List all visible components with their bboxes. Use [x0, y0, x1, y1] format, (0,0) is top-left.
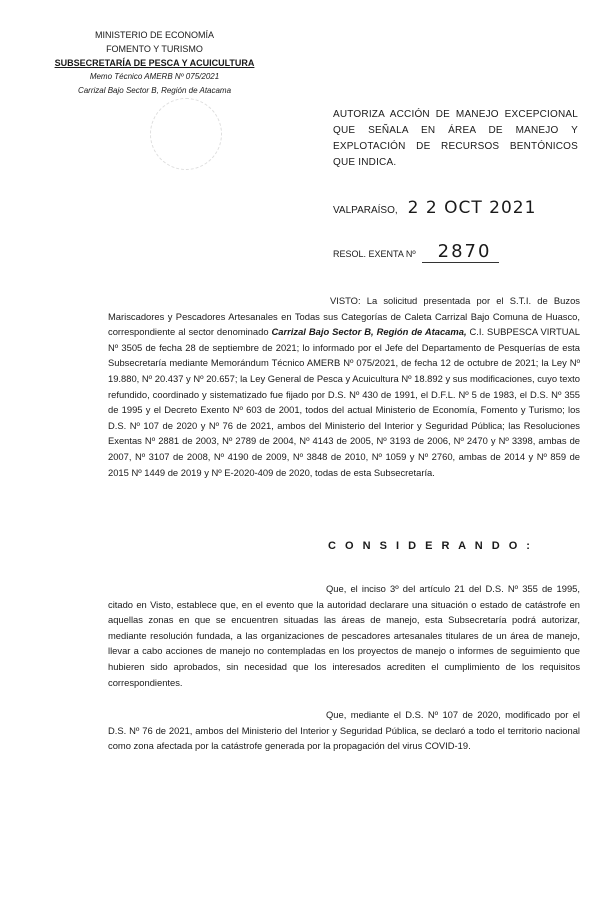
- visto-text-part-2: C.I. SUBPESCA VIRTUAL Nº 3505 de fecha 28 de septiembre de 2021; lo informado por el Jefe del Departamento de Pesquerías de esta Subsecretaría mediante Memorándum Técnico AMERB Nº 075/2021, de fecha 12 de octubre de 2021; la Ley Nº 19.880, Nº 20.437 y Nº 20.657; la Ley General de Pesca y Acuicultura Nº 18.892 y sus modificaciones, cuyo texto refundido, coordinado y sistematizado fue fijado por D.S. Nº 430 de 1991, el D.F.L. Nº 5 de 1983, el D.S. Nº 355 de 1995 y el Decreto Exento Nº 603 de 2001, todos del actual Ministerio de Economía, Fomento y Turismo; los D.S. Nº 107 de 2020 y Nº 76 de 2021, ambos del Ministerio del Interior y Seguridad Pública; las Resoluciones Exentas Nº 2881 de 2003, Nº 2789 de 2004, Nº 4143 de 2005, Nº 3193 de 2006, Nº 2470 y Nº 3398, ambas de 2007, Nº 3107 de 2008, Nº 4190 de 2009, Nº 3848 de 2010, Nº 1059 y Nº 2760, ambas de 2014 y Nº 859 de 2015 Nº 1449 de 2019 y Nº E-2020-409 de 2020, todas de esta Subsecretaría.: [108, 326, 580, 478]
- stamped-date: 2 2 OCT 2021: [407, 198, 537, 218]
- sector-reference: Carrizal Bajo Sector B, Región de Atacama: [77, 86, 232, 95]
- visto-sector-name: Carrizal Bajo Sector B, Región de Atacama,: [271, 326, 467, 338]
- resolution-number-line: [333, 241, 499, 263]
- resolution-number: 2870: [422, 241, 500, 263]
- place-and-date: [333, 198, 536, 218]
- faded-stamp: [150, 98, 222, 170]
- letterhead: [52, 28, 257, 98]
- memo-reference: Memo Técnico AMERB Nº 075/2021: [89, 72, 220, 81]
- considerando-text-2: Que, mediante el D.S. Nº 107 de 2020, modificado por el D.S. Nº 76 de 2021, ambos del Ministerio del Interior y Seguridad Pública, se declaró a todo el territorio nacional como zona afectada por la catástrofe generada por la propagación del virus COVID-19.: [108, 709, 580, 752]
- resolution-label: RESOL. EXENTA Nº: [333, 249, 416, 259]
- visto-text-part-1: VISTO: La solicitud presentada por el S.T.I. de Buzos Mariscadores y Pescadores Artesanales en Todas sus Categorías de Caleta Carrizal Bajo Comuna de Huasco, correspondiente al sector denominado: [108, 295, 580, 338]
- considerando-paragraph-1: [108, 581, 580, 690]
- visto-paragraph: [108, 293, 580, 480]
- undersecretary-name: SUBSECRETARÍA DE PESCA Y ACUICULTURA: [54, 58, 255, 68]
- place: VALPARAÍSO,: [333, 205, 398, 216]
- ministry-line-2: FOMENTO Y TURISMO: [106, 44, 203, 54]
- ministry-line-1: MINISTERIO DE ECONOMÍA: [94, 30, 214, 40]
- considerando-paragraph-2: [108, 707, 580, 754]
- resolution-subject: AUTORIZA ACCIÓN DE MANEJO EXCEPCIONAL QUE SEÑALA EN ÁREA DE MANEJO Y EXPLOTACIÓN DE RECURSOS BENTÓNICOS QUE INDICA.: [333, 109, 578, 168]
- considerando-text-1: Que, el inciso 3º del artículo 21 del D.S. Nº 355 de 1995, citado en Visto, establece que, en el evento que la autoridad declarare una situación o estado de catástrofe en aquellas zonas en que se encuentren situadas las áreas de manejo, esta Subsecretaría podrá autorizar, mediante resolución fundada, a las organizaciones de pescadores artesanales titulares de un área de manejo, llevar a cabo acciones de manejo no contempladas en los proyectos de manejo o informes de seguimiento que hubieren sido aprobados, sin necesidad que los interesados acrediten el cumplimiento de los requisitos correspondientes.: [108, 583, 580, 688]
- considerando-heading: C O N S I D E R A N D O :: [328, 540, 533, 552]
